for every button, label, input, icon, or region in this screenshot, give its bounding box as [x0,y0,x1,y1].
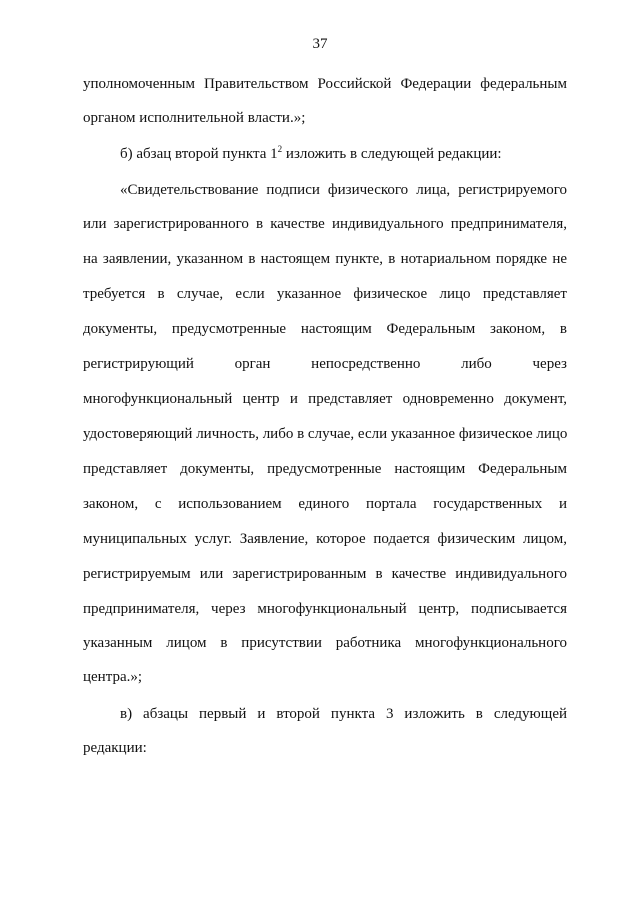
text-line: органом исполнительной власти.»; [83,110,306,126]
text-line: муниципальных услуг. Заявление, которое подается физическим лицом, [83,531,567,547]
item-b-text-end: изложить в следующей редакции: [282,146,502,162]
text-line: представляет документы, предусмотренные настоящим Федеральным [83,461,567,477]
text-line: удостоверяющий личность, либо в случае, если указанное физическое лицо [83,426,568,442]
item-b-line [120,144,567,164]
text-line: или зарегистрированного в качестве индивидуального предпринимателя, [83,216,567,232]
text-line: указанным лицом в присутствии работника многофункционального [83,635,567,651]
text-line: на заявлении, указанном в настоящем пункте, в нотариальном порядке не [83,251,567,267]
text-line: предпринимателя, через многофункциональный центр, подписывается [83,601,567,617]
text-line: регистрируемым или зарегистрированным в качестве индивидуального [83,566,567,582]
text-line: редакции: [83,740,147,756]
text-line: центра.»; [83,669,143,685]
item-b-text: б) абзац второй пункта 1 [120,146,278,162]
text-line: регистрирующий орган непосредственно либо через [83,356,567,372]
text-line: в) абзацы первый и второй пункта 3 изложить в следующей [120,706,567,722]
page-number: 37 [312,36,328,52]
text-line: «Свидетельствование подписи физического лица, регистрируемого [120,182,567,198]
item-b-superscript: 2 [277,144,283,154]
text-line: требуется в случае, если указанное физическое лицо представляет [83,286,567,302]
text-line: многофункциональный центр и представляет одновременно документ, [83,391,567,407]
text-line: уполномоченным Правительством Российской Федерации федеральным [83,76,567,92]
text-line: законом, с использованием единого портала государственных и [83,496,567,512]
text-line: документы, предусмотренные настоящим Федеральным законом, в [83,321,567,337]
